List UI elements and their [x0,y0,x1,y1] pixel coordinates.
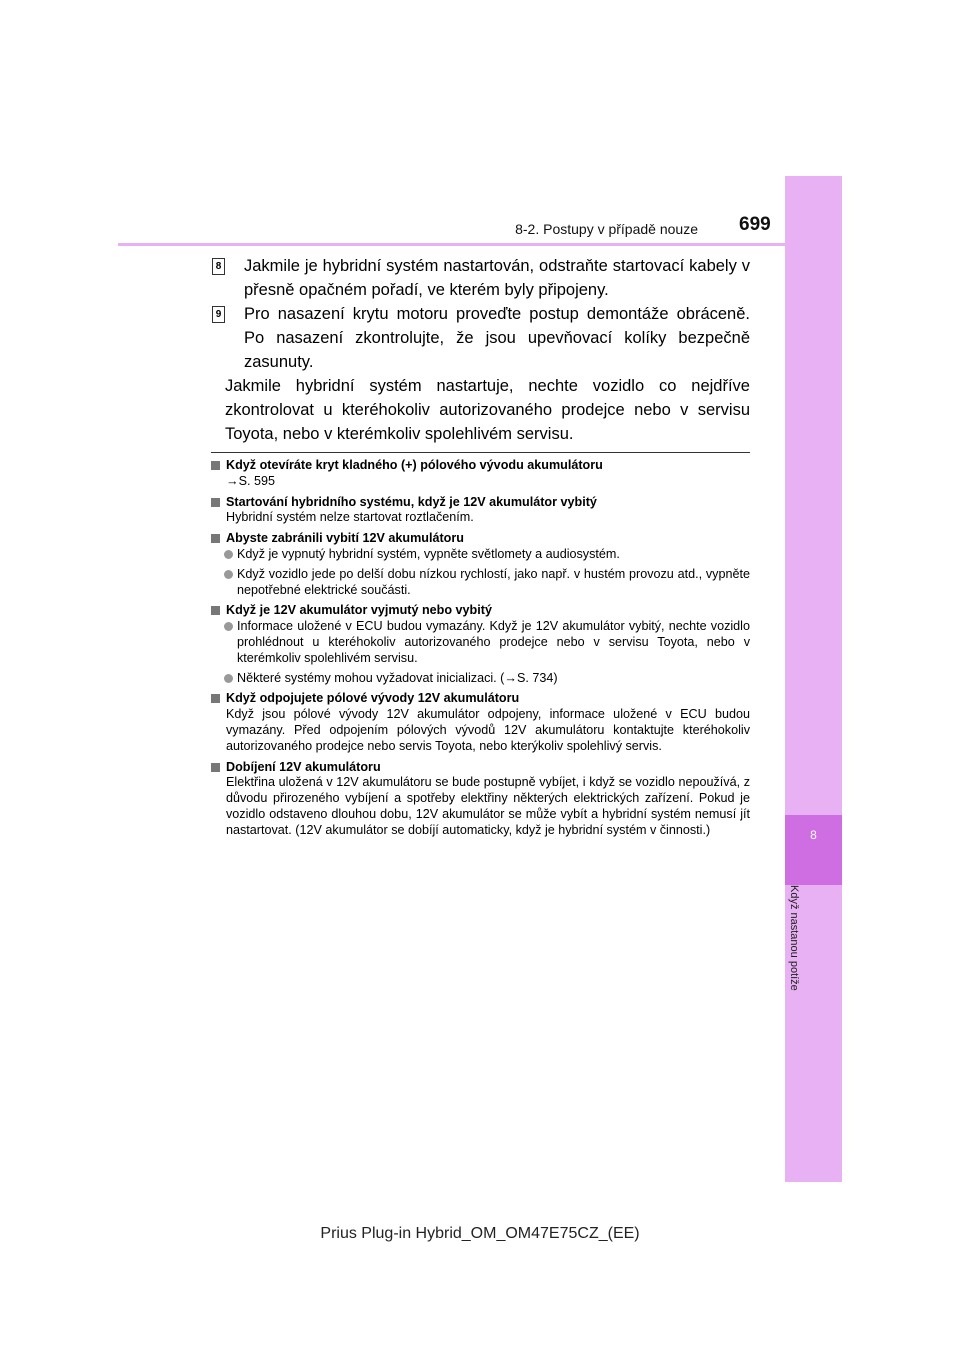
header-rule [118,243,842,246]
cross-reference-link[interactable]: →S. 595 [226,473,276,488]
circle-bullet-icon [224,622,233,631]
chapter-side-tab [785,176,842,1182]
step-9 [215,302,750,374]
note-item [211,458,750,490]
step-text: Pro nasazení krytu motoru proveďte postup demontáže obráceně. Po nasazení zkontrolujte, že jsou upevňovací kolíky bezpečně zasunuty. [244,305,750,371]
square-bullet-icon [211,534,220,543]
note-title-text: Dobíjení 12V akumulátoru [226,759,381,774]
page-number: 699 [739,214,771,235]
circle-bullet-icon [224,550,233,559]
square-bullet-icon [211,694,220,703]
active-chapter-marker [785,815,842,885]
square-bullet-icon [211,763,220,772]
note-item [211,531,750,598]
note-item [211,603,750,686]
square-bullet-icon [211,498,220,507]
note-title [211,531,750,547]
note-bullet [211,567,750,599]
section-divider [211,452,750,453]
note-title [211,458,750,474]
bullet-text: Když je vypnutý hybridní systém, vypněte světlomety a audiosystém. [237,546,620,561]
note-item [211,760,750,839]
note-title [211,760,750,776]
square-bullet-icon [211,606,220,615]
circle-bullet-icon [224,674,233,683]
square-bullet-icon [211,461,220,470]
step-8 [215,254,750,302]
note-title-text: Když je 12V akumulátor vyjmutý nebo vybitý [226,603,492,618]
bullet-text: Informace uložené v ECU budou vymazány. Když je 12V akumulátor vybitý, nechte vozidlo prohlédnout u kteréhokoliv autorizovaného prodejce nebo v servisu Toyota, nebo v kterémkoliv spolehlivém servisu. [237,619,750,665]
note-item [211,495,750,527]
step-number-badge: 9 [212,306,225,323]
closing-paragraph: Jakmile hybridní systém nastartuje, nechte vozidlo co nejdříve zkontrolovat u kteréhokoliv autorizovaného prodejce nebo v servisu Toyota, nebo v kterémkoliv spolehlivém servisu. [225,377,750,443]
note-title-text: Když otevíráte kryt kladného (+) pólového vývodu akumulátoru [226,458,603,472]
note-item [211,691,750,754]
note-body: Hybridní systém nelze startovat roztlačením. [226,510,474,525]
note-body: Elektřina uložená v 12V akumulátoru se bude postupně vybíjet, i když se vozidlo nepoužívá, z důvodu přirozeného vybíjení a spotřeby elektřiny některých elektrických zařízení. Pokud je vozidlo odstaveno dlouhou dobu, 12V akumulátor se může vybít a hybridní systém nemusí jít nastartovat. (12V akumulátor se dobíjí automaticky, když je hybridní systém v činnosti.) [226,775,750,837]
chapter-title: Když nastanou potíže [788,885,800,991]
note-title [211,691,750,707]
note-title [211,495,750,511]
note-body: Když jsou pólové vývody 12V akumulátor odpojeny, informace uložené v ECU budou vymazány. Před odpojením pólových vývodů 12V akumulátoru kontaktujte kteréhokoliv autorizovaného prodejce nebo servis Toyota, nebo kterýkoliv spolehlivý servis. [226,707,750,753]
circle-bullet-icon [224,570,233,579]
note-title-text: Abyste zabránili vybití 12V akumulátoru [226,531,464,546]
note-bullet [211,619,750,666]
bullet-text-with-link[interactable]: Některé systémy mohou vyžadovat inicializaci. (→S. 734) [237,670,558,685]
step-number-badge: 8 [212,258,225,275]
note-bullet [211,547,750,563]
note-bullet [211,671,750,687]
note-title-text: Když odpojujete pólové vývody 12V akumulátoru [226,691,520,706]
section-title: 8-2. Postupy v případě nouze [515,221,698,237]
note-title [211,603,750,619]
step-text: Jakmile je hybridní systém nastartován, odstraňte startovací kabely v přesně opačném pořadí, ve kterém byly připojeny. [244,257,750,299]
notes-section [211,458,750,844]
chapter-number: 8 [810,828,817,842]
bullet-text: Když vozidlo jede po delší dobu nízkou rychlostí, jako např. v hustém provozu atd., vypněte nepotřebné elektrické součásti. [237,566,750,597]
note-title-text: Startování hybridního systému, když je 12V akumulátor vybitý [226,494,597,509]
document-footer: Prius Plug-in Hybrid_OM_OM47E75CZ_(EE) [320,1225,640,1242]
